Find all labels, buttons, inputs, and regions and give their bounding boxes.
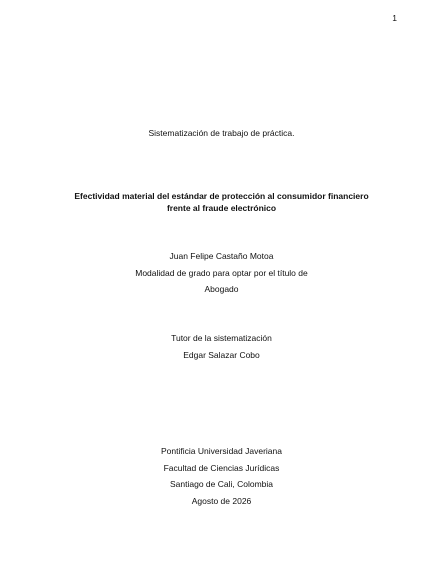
tutor-block bbox=[0, 330, 443, 363]
university-name: Pontificia Universidad Javeriana bbox=[161, 446, 282, 456]
degree-modality: Modalidad de grado para optar por el título de bbox=[135, 267, 308, 278]
city-name: Santiago de Cali, Colombia bbox=[169, 479, 273, 489]
tutor-name: Edgar Salazar Cobo bbox=[183, 349, 260, 360]
document-date: Agosto de 2026 bbox=[191, 495, 252, 506]
degree-title: Abogado bbox=[204, 284, 239, 294]
document-subtitle bbox=[0, 125, 443, 142]
page-number: 1 bbox=[392, 13, 397, 23]
tutor-label: Tutor de la sistematización bbox=[171, 333, 272, 343]
title-line-2: frente al fraude electrónico bbox=[166, 203, 277, 213]
title-line-1: Efectividad material del estándar de protección al consumidor financiero bbox=[74, 191, 369, 201]
author-block bbox=[0, 248, 443, 298]
author-name: Juan Felipe Castaño Motoa bbox=[169, 251, 274, 261]
institution-block bbox=[0, 443, 443, 509]
document-title bbox=[0, 190, 443, 214]
subtitle-text: Sistematización de trabajo de práctica. bbox=[148, 128, 295, 138]
faculty-name: Facultad de Ciencias Jurídicas bbox=[163, 462, 280, 473]
